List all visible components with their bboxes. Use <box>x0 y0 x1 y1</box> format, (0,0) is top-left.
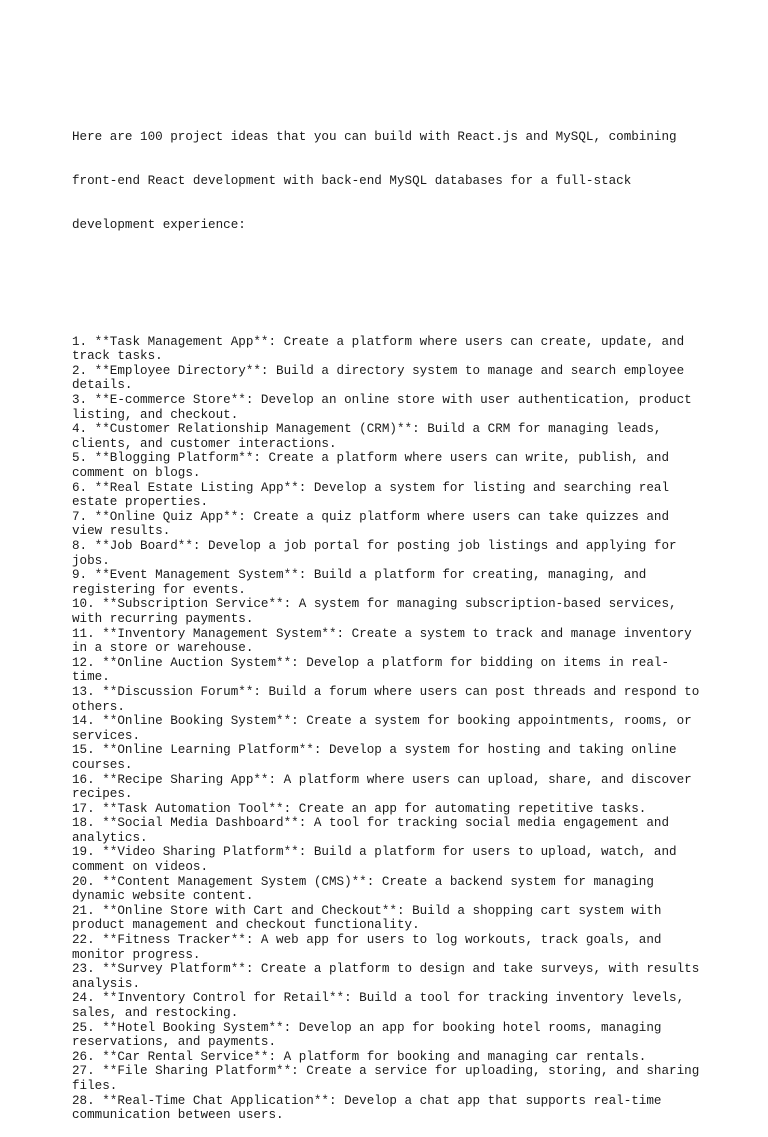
list-item-line: analysis. <box>72 976 141 991</box>
list-item <box>72 597 712 626</box>
list-item <box>72 481 712 510</box>
list-item <box>72 451 712 480</box>
list-item-line: track tasks. <box>72 349 163 364</box>
list-item-line: 13. **Discussion Forum**: Build a forum where users can post threads and respond to <box>72 684 700 699</box>
list-item-line: 28. **Real-Time Chat Application**: Develop a chat app that supports real-time <box>72 1093 662 1108</box>
list-item-line: reservations, and payments. <box>72 1035 277 1050</box>
list-item-line: 11. **Inventory Management System**: Create a system to track and manage inventory <box>72 626 692 641</box>
list-item-line: 18. **Social Media Dashboard**: A tool for tracking social media engagement and <box>72 816 670 831</box>
intro-line: Here are 100 project ideas that you can build with React.js and MySQL, combining <box>72 130 677 145</box>
list-item <box>72 1021 712 1050</box>
list-item-line: estate properties. <box>72 495 209 510</box>
list-item <box>72 904 712 933</box>
list-item-line: files. <box>72 1078 118 1093</box>
list-item <box>72 743 712 772</box>
list-item <box>72 933 712 962</box>
list-item-line: 19. **Video Sharing Platform**: Build a platform for users to upload, watch, and <box>72 845 677 860</box>
project-ideas-list <box>72 335 712 1123</box>
list-item-line: 1. **Task Management App**: Create a platform where users can create, update, and <box>72 334 685 349</box>
list-item-line: 6. **Real Estate Listing App**: Develop a system for listing and searching real <box>72 480 670 495</box>
list-item-line: 23. **Survey Platform**: Create a platform to design and take surveys, with results <box>72 962 700 977</box>
list-item-line: 3. **E-commerce Store**: Develop an online store with user authentication, product <box>72 393 692 408</box>
list-item-line: others. <box>72 699 125 714</box>
list-item-line: services. <box>72 728 141 743</box>
list-item-line: 2. **Employee Directory**: Build a directory system to manage and search employee <box>72 363 685 378</box>
list-item-line: 4. **Customer Relationship Management (CRM)**: Build a CRM for managing leads, <box>72 422 662 437</box>
list-item-line: 8. **Job Board**: Develop a job portal for posting job listings and applying for <box>72 539 677 553</box>
list-item <box>72 335 712 364</box>
list-item-line: 20. **Content Management System (CMS)**: Create a backend system for managing <box>72 874 654 889</box>
list-item <box>72 875 712 904</box>
list-item <box>72 816 712 845</box>
list-item <box>72 627 712 656</box>
list-item <box>72 422 712 451</box>
list-item <box>72 773 712 802</box>
list-item-line: 16. **Recipe Sharing App**: A platform where users can upload, share, and discover <box>72 772 692 787</box>
list-item-line: with recurring payments. <box>72 611 254 626</box>
list-item-line: view results. <box>72 524 171 539</box>
list-item-line: clients, and customer interactions. <box>72 436 337 451</box>
list-item <box>72 568 712 597</box>
document-page <box>72 72 712 1137</box>
list-item-line: in a store or warehouse. <box>72 641 254 656</box>
list-item <box>72 393 712 422</box>
list-item-line: 22. **Fitness Tracker**: A web app for users to log workouts, track goals, and <box>72 933 662 948</box>
list-item <box>72 685 712 714</box>
list-item-line: 25. **Hotel Booking System**: Develop an app for booking hotel rooms, managing <box>72 1020 662 1035</box>
list-item <box>72 714 712 743</box>
list-item-line: comment on videos. <box>72 860 209 875</box>
list-item-line: monitor progress. <box>72 947 201 962</box>
list-item-line: listing, and checkout. <box>72 407 239 422</box>
list-item-line: 9. **Event Management System**: Build a platform for creating, managing, and <box>72 568 647 583</box>
list-item-line: product management and checkout functionality. <box>72 918 420 933</box>
list-item <box>72 656 712 685</box>
list-item-line: 24. **Inventory Control for Retail**: Build a tool for tracking inventory levels, <box>72 991 685 1006</box>
list-item-line: 12. **Online Auction System**: Develop a platform for bidding on items in real- <box>72 655 670 670</box>
list-item-line: registering for events. <box>72 582 246 597</box>
list-item-line: 17. **Task Automation Tool**: Create an app for automating repetitive tasks. <box>72 801 647 816</box>
list-item <box>72 845 712 874</box>
list-item-line: 26. **Car Rental Service**: A platform for booking and managing car rentals. <box>72 1049 647 1064</box>
list-item <box>72 962 712 991</box>
list-item-line: courses. <box>72 757 133 772</box>
list-item <box>72 1050 712 1065</box>
list-item-line: sales, and restocking. <box>72 1006 239 1020</box>
list-item <box>72 1064 712 1093</box>
list-item <box>72 991 712 1020</box>
paragraph-spacer <box>72 291 712 306</box>
list-item-line: 21. **Online Store with Cart and Checkout**: Build a shopping cart system with <box>72 903 662 918</box>
list-item-line: 10. **Subscription Service**: A system for managing subscription-based services, <box>72 597 677 612</box>
list-item-line: 7. **Online Quiz App**: Create a quiz platform where users can take quizzes and <box>72 509 670 524</box>
intro-line: development experience: <box>72 217 246 232</box>
intro-paragraph <box>72 101 712 262</box>
list-item-line: jobs. <box>72 553 110 568</box>
list-item-line: details. <box>72 378 133 393</box>
list-item-line: 5. **Blogging Platform**: Create a platform where users can write, publish, and <box>72 451 670 466</box>
list-item-line: dynamic website content. <box>72 889 254 904</box>
list-item-line: recipes. <box>72 787 133 802</box>
list-item-line: comment on blogs. <box>72 466 201 481</box>
list-item-line: analytics. <box>72 830 148 845</box>
list-item-line: 15. **Online Learning Platform**: Develop a system for hosting and taking online <box>72 743 677 758</box>
list-item-line: 27. **File Sharing Platform**: Create a service for uploading, storing, and sharing <box>72 1064 700 1079</box>
list-item <box>72 1094 712 1123</box>
list-item-line: communication between users. <box>72 1108 284 1123</box>
list-item-line: 14. **Online Booking System**: Create a system for booking appointments, rooms, or <box>72 714 692 729</box>
list-item-line: time. <box>72 670 110 685</box>
list-item <box>72 539 712 568</box>
list-item <box>72 510 712 539</box>
list-item <box>72 802 712 817</box>
intro-line: front-end React development with back-end MySQL databases for a full-stack <box>72 174 632 189</box>
list-item <box>72 364 712 393</box>
